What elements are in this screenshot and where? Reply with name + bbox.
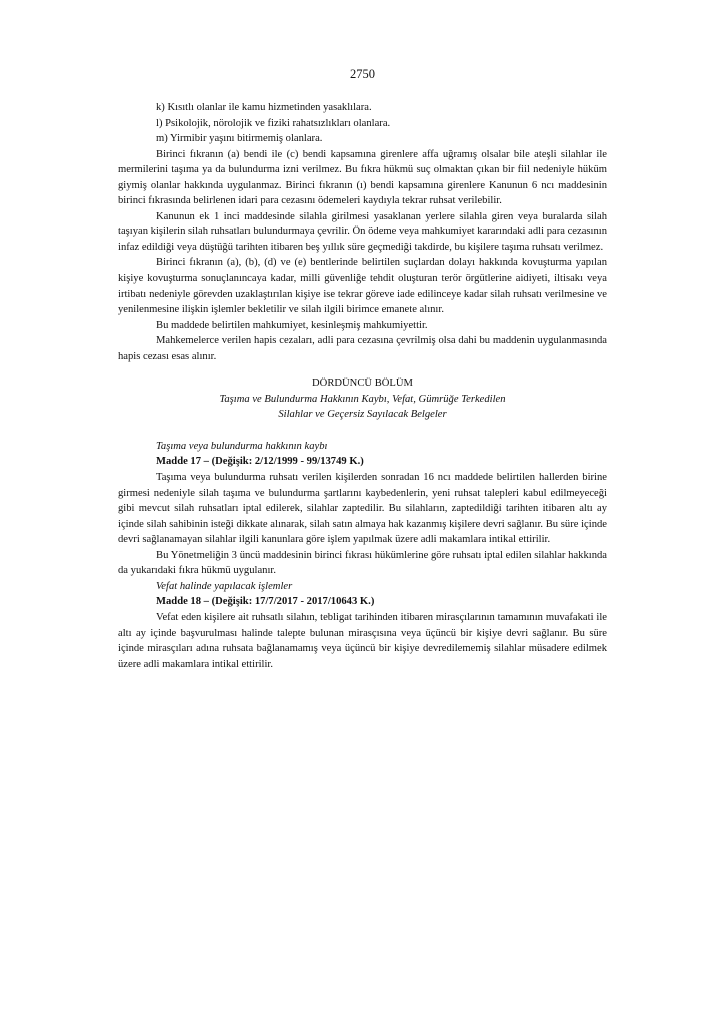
article-17-heading: Madde 17 – (Değişik: 2/12/1999 - 99/13749 K.) [156, 456, 364, 468]
chapter-subtitle-line-1: Taşıma ve Bulundurma Hakkının Kaybı, Vefat, Gümrüğe Terkedilen [219, 393, 506, 405]
document-page [118, 66, 607, 672]
chapter-subtitle-line-2: Silahlar ve Geçersiz Sayılacak Belgeler [278, 409, 447, 421]
list-item-m: m) Yirmibir yaşını bitirmemiş olanlara. [156, 133, 323, 145]
article-17-caption: Taşıma veya bulundurma hakkının kaybı [156, 440, 328, 452]
section-spacer [118, 423, 607, 439]
article-17-paragraph: Taşıma veya bulundurma ruhsatı verilen kişilerden sonradan 16 ncı maddede belirtilen hallerden birine girmesi nedeniyle silah taşıma ve bulundurma şartlarını kaybedenlerin, yeni ruhsat talepleri kabul edilmeyeceği gibi mevcut silah ruhsatları iptal edilerek, silahlar zaptedilir. Bu silahların, zaptedildiği tarihten itibaren altı ay içinde silah sahibinin isteği dikkate alınarak, silah satın almaya hak kazanmış kişilere devri sağlanır. Bu süre içinde devri sağlanamayan silahlar ilgili kanunlara göre işlem yapılmak üzere adli makamlara intikal ettirilir. [118, 472, 607, 546]
paragraph: Birinci fıkranın (a), (b), (d) ve (e) bentlerinde belirtilen suçlardan dolayı hakkında kovuşturma yapılan kişiye kovuşturma sonuçlanıncaya kadar, milli güvenliğe tehdit oluşturan terör örgütlerine aidiyeti, iltisakı veya irtibatı nedeniyle görevden uzaklaştırılan kişiye ise tekrar göreve iade edilinceye kadar silah ruhsatı verilmesine ve yenilenmesine ilişkin işlemler bekletilir ve silah ilgili birimce emanete alınır. [118, 257, 607, 316]
article-18-heading: Madde 18 – (Değişik: 17/7/2017 - 2017/10643 K.) [156, 596, 375, 608]
list-item-k: k) Kısıtlı olanlar ile kamu hizmetinden yasaklılara. [156, 102, 372, 113]
paragraph: Bu maddede belirtilen mahkumiyet, kesinleşmiş mahkumiyettir. [156, 319, 428, 331]
article-18-paragraph: Vefat eden kişilere ait ruhsatlı silahın, tebligat tarihinden itibaren mirasçılarının tamamının muvafakati ile altı ay içinde başvurulması halinde talepte bulunan mirasçısına veya üçüncü bir kişiye devri sağlanır. Bu süre içinde mirasçıları adına ruhsata bağlanamamış veya üçüncü bir kişiye devredilememiş silahlar müsadere edilmek üzere adli makamlara intikal ettirilir. [118, 611, 607, 670]
article-18-caption: Vefat halinde yapılacak işlemler [156, 580, 293, 592]
paragraph: Mahkemelerce verilen hapis cezaları, adli para cezasına çevrilmiş olsa dahi bu maddenin uygulanmasında hapis cezası esas alınır. [118, 335, 607, 362]
page-number: 2750 [350, 67, 375, 81]
paragraph: Kanunun ek 1 inci maddesinde silahla girilmesi yasaklanan yerlere silahla giren veya buralarda silah taşıyan kişilerin silah ruhsatları bulundurmaya çevrilir. Ön ödeme veya mahkumiyet kararındaki adli para cezasının infaz edildiği veya düştüğü tarihten itibaren beş yıllık süre geçmediği takdirde, bu kişilere taşıma ruhsatı verilmez. [118, 210, 607, 253]
paragraph: Birinci fıkranın (a) bendi ile (c) bendi kapsamına girenlere affa uğramış olsalar bile ateşli silahlar ile mermilerini taşıma ya da bulundurma izni verilmez. Bu fıkra hükmü suç olmaktan çıkan bir fiil nedeniyle hüküm giymiş olanlar hakkında uygulanmaz. Birinci fıkranın (ı) bendi kapsamına girenlere Kanunun 6 ncı maddesinin birinci fıkrasında belirlenen idari para cezasını ödemeleri kaydıyla tekrar ruhsat verilebilir. [118, 148, 607, 207]
list-item-l: l) Psikolojik, nörolojik ve fiziki rahatsızlıkları olanlara. [156, 117, 391, 129]
article-17-paragraph: Bu Yönetmeliğin 3 üncü maddesinin birinci fıkrası hükümlerine göre ruhsatı iptal edilen silahlar hakkında da yukarıdaki fıkra hükmü uygulanır. [118, 549, 607, 577]
chapter-title: DÖRDÜNCÜ BÖLÜM [312, 378, 413, 390]
